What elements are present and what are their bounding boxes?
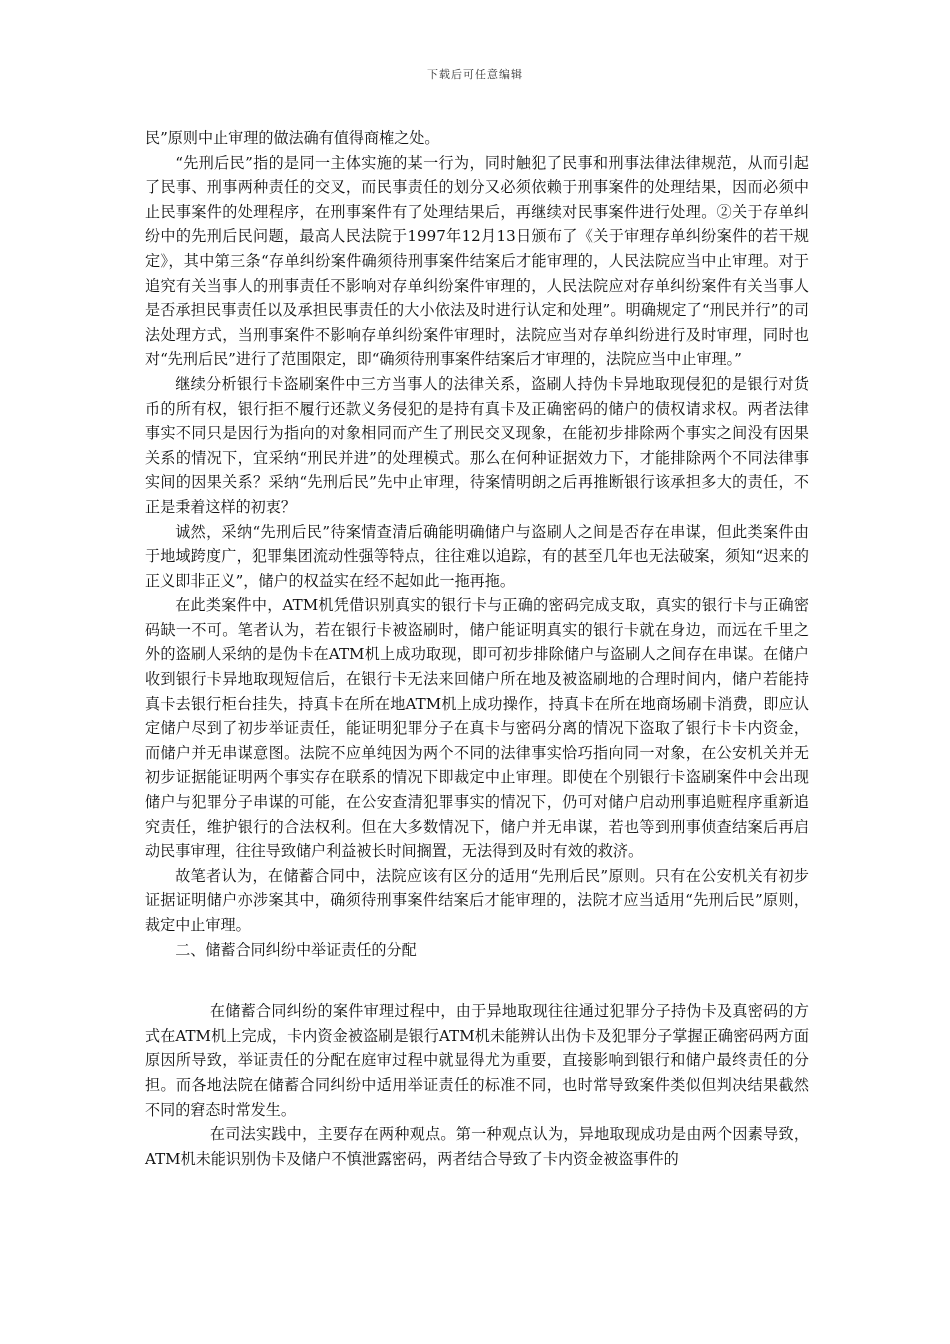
paragraph-author-conclusion: 故笔者认为，在储蓄合同中，法院应该有区分的适用“先刑后民”原则。只有在公安机关有初步证据证明储户亦涉案其中，确须待刑事案件结案后才能审理的，法院才应当适用“先刑后民”原则，裁定中止审理。: [145, 866, 809, 934]
paragraph-legal-relationship-analysis: 继续分析银行卡盗刷案件中三方当事人的法律关系，盗刷人持伪卡异地取现侵犯的是银行对货币的所有权，银行拒不履行还款义务侵犯的是持有真卡及正确密码的储户的债权请求权。两者法律事实不同只是因行为指向的对象相同而产生了刑民交叉现象，在能初步排除两个事实之间没有因果关系的情况下，宜采纳“刑民并进”的处理模式。那么在何种证据效力下，才能排除两个不同法律事实间的因果关系？采纳“先刑后民”先中止审理，待案情明朗之后再推断银行该承担多大的责任，不正是秉着这样的初衷？: [145, 374, 809, 516]
paragraph-judicial-practice-views: 在司法实践中，主要存在两种观点。第一种观点认为，异地取现成功是由两个因素导致，ATM机未能识别伪卡及储户不慎泄露密码，两者结合导致了卡内资金被盗事件的: [145, 1125, 809, 1168]
section-heading-burden-of-proof: 二、储蓄合同纠纷中举证责任的分配: [175, 940, 417, 959]
section-spacer: [145, 962, 809, 999]
paragraph-delay-of-justice: 诚然，采纳“先刑后民”待案情查清后确能明确储户与盗刷人之间是否存在串谋，但此类案件由于地域跨度广，犯罪集团流动性强等特点，往往难以追踪，有的甚至几年也无法破案，须知“迟来的正义即非正义”，储户的权益实在经不起如此一拖再拖。: [145, 522, 809, 590]
paragraph-atm-case-argument: 在此类案件中，ATM机凭借识别真实的银行卡与正确的密码完成支取，真实的银行卡与正确密码缺一不可。笔者认为，若在银行卡被盗刷时，储户能证明真实的银行卡就在身边，而远在千里之外的盗刷人采纳的是伪卡在ATM机上成功取现，即可初步排除储户与盗刷人之间存在串谋。在储户收到银行卡异地取现短信后，在银行卡无法来回储户所在地及被盗刷地的合理时间内，储户若能持真卡去银行柜台挂失，持真卡在所在地ATM机上成功操作，持真卡在所在地商场刷卡消费，即应认定储户尽到了初步举证责任，能证明犯罪分子在真卡与密码分离的情况下盗取了银行卡卡内资金，而储户并无串谋意图。法院不应单纯因为两个不同的法律事实恰巧指向同一对象，在公安机关并无初步证据能证明两个事实存在联系的情况下即裁定中止审理。即使在个别银行卡盗刷案件中会出现储户与犯罪分子串谋的可能，在公安查清犯罪事实的情况下，仍可对储户启动刑事追赃程序重新追究责任，维护银行的合法权利。但在大多数情况下，储户并无串谋，若也等到刑事侦查结案后再启动民事审理，往往导致储户利益被长时间搁置，无法得到及时有效的救济。: [145, 596, 809, 861]
paragraph-burden-of-proof-intro: 在储蓄合同纠纷的案件审理过程中，由于异地取现往往通过犯罪分子持伪卡及真密码的方式在ATM机上完成，卡内资金被盗刷是银行ATM机未能辨认出伪卡及犯罪分子掌握正确密码两方面原因所导致，举证责任的分配在庭审过程中就显得尤为重要，直接影响到银行和储户最终责任的分担。而各地法院在储蓄合同纠纷中适用举证责任的标准不同，也时常导致案件类似但判决结果截然不同的窘态时常发生。: [145, 1002, 809, 1119]
page-header: 下载后可任意编辑: [427, 68, 523, 81]
paragraph-xian-xing-hou-min-definition: “先刑后民”指的是同一主体实施的某一行为，同时触犯了民事和刑事法律法律规范，从而引起了民事、刑事两种责任的交叉，而民事责任的划分又必须依赖于刑事案件的处理结果，因而必须中止民事案件的处理程序，在刑事案件有了处理结果后，再继续对民事案件进行处理。②关于存单纠纷中的先刑后民问题，最高人民法院于1997年12月13日颁布了《关于审理存单纠纷案件的若干规定》，其中第三条“存单纠纷案件确须待刑事案件结案后才能审理的，人民法院应当中止审理。对于追究有关当事人的刑事责任不影响对存单纠纷案件审理的，人民法院应对存单纠纷案件有关当事人是否承担民事责任以及承担民事责任的大小依法及时进行认定和处理”。明确规定了“刑民并行”的司法处理方式，当刑事案件不影响存单纠纷案件审理时，法院应当对存单纠纷进行及时审理，同时也对“先刑后民”进行了范围限定，即“确须待刑事案件结案后才审理的，法院应当中止审理。”: [145, 153, 809, 369]
document-body: [145, 126, 809, 1171]
paragraph-continuation: 民”原则中止审理的做法确有值得商榷之处。: [145, 129, 440, 147]
